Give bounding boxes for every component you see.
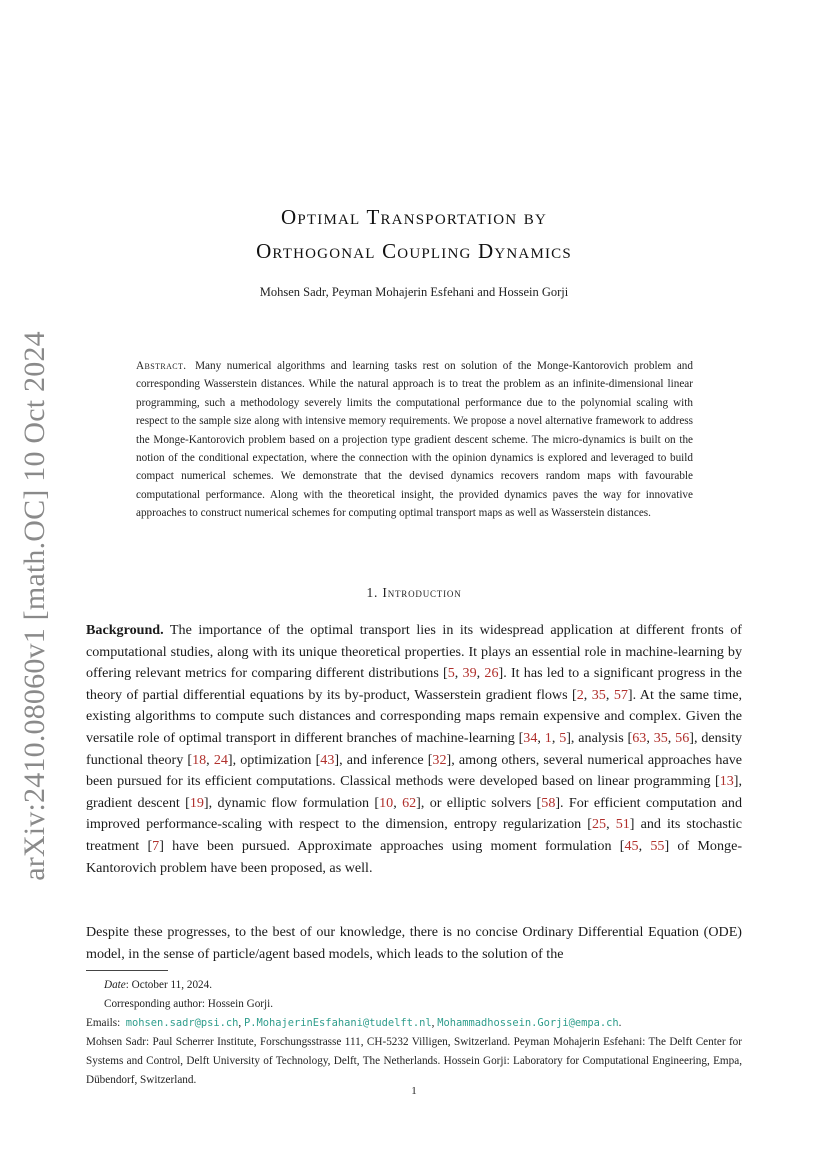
citation-link[interactable]: 58 xyxy=(541,794,556,811)
citation-link[interactable]: 45 xyxy=(624,837,639,854)
citation-link[interactable]: 5 xyxy=(559,729,567,746)
paper-title xyxy=(0,200,828,268)
citation-link[interactable]: 26 xyxy=(484,665,499,682)
citation-link[interactable]: 57 xyxy=(613,686,628,703)
background-label: Background. xyxy=(86,622,164,638)
footnotes xyxy=(86,976,742,1090)
citation-link[interactable]: 2 xyxy=(576,686,584,703)
citation-link[interactable]: 35 xyxy=(591,686,606,703)
abstract-text: Many numerical algorithms and learning tasks rest on solution of the Monge-Kantorovich problem and corresponding Wasserstein distances. While the natural approach is to treat the problem as an infinite-dimensional linear programming, such a methodology severely limits the computational performance due to the polynomial scaling with respect to the sample size along with intensive memory requirements. We propose a novel alternative framework to address the Monge-Kantorovich problem based on a projection type gradient descent scheme. The micro-dynamics is built on the notion of the conditional expectation, where the connection with the opinion dynamics is explored and leveraged to build compact numerical schemes. We demonstrate that the devised dynamics recovers random maps with favourable computational performance. Along with the theoretical insight, the provided dynamics paves the way for innovative approaches to construct numerical schemes for computing optimal transport maps as well as Wasserstein distances. xyxy=(136,360,693,520)
citation-link[interactable]: 56 xyxy=(675,729,690,746)
section-heading-introduction: 1. Introduction xyxy=(366,585,462,600)
arxiv-id: arXiv:2410.08060v1 [math.OC] 10 Oct 2024 xyxy=(18,331,52,881)
paragraph-2: Despite these progresses, to the best of our knowledge, there is no concise Ordinary Differential Equation (ODE) model, in the sense of particle/agent based models, which leads to the solution of the xyxy=(86,924,742,962)
emails-label: Emails: xyxy=(86,1017,121,1029)
citation-link[interactable]: 55 xyxy=(650,837,665,854)
citation-link[interactable]: 24 xyxy=(213,751,228,768)
abstract xyxy=(136,357,693,523)
citation-link[interactable]: 35 xyxy=(653,729,668,746)
date-label: Date xyxy=(104,979,126,991)
title-line-2: Orthogonal Coupling Dynamics xyxy=(256,239,572,263)
corresponding-author-note: Corresponding author: Hossein Gorji. xyxy=(104,998,274,1010)
email-link-sadr[interactable]: mohsen.sadr@psi.ch xyxy=(125,1017,239,1029)
arxiv-identifier-stamp xyxy=(4,331,66,881)
citation-link[interactable]: 43 xyxy=(320,751,335,768)
citation-link[interactable]: 63 xyxy=(632,729,647,746)
email-link-mohajerin[interactable]: P.MohajerinEsfahani@tudelft.nl xyxy=(243,1017,432,1029)
background-paragraph xyxy=(86,620,742,879)
citation-link[interactable]: 13 xyxy=(719,773,734,790)
citation-link[interactable]: 34 xyxy=(523,729,538,746)
citation-link[interactable]: 19 xyxy=(189,794,204,811)
date-note xyxy=(86,976,742,995)
citation-link[interactable]: 1 xyxy=(544,729,552,746)
citation-link[interactable]: 10 xyxy=(379,794,394,811)
author-list: Mohsen Sadr, Peyman Mohajerin Esfehani and Hossein Gorji xyxy=(259,285,569,299)
footnote-rule xyxy=(86,970,168,971)
citation-link[interactable]: 5 xyxy=(447,665,455,682)
background-body: The importance of the optimal transport lies in its widespread application at different fronts of computational studies, along with its unique theoretical properties. It plays an essential role in machine-learning by offering relevant metrics for comparing different distributions [5, 39, 26]. It has led to a significant progress in the theory of partial differential equations by its by-product, Wasserstein gradient flows [2, 35, 57]. At the same time, existing algorithms to compute such distances and corresponding maps remain expensive and complex. Given the versatile role of optimal transport in different branches of machine-learning [34, 1, 5], analysis [63, 35, 56], density functional theory [18, 24], optimization [43], and inference [32], among others, several numerical approaches have been pursued for its efficient computations. Classical methods were developed based on linear programming [13], gradient descent [19], dynamic flow formulation [10, 62], or elliptic solvers [58]. For efficient computation and improved performance-scaling with respect to the dimension, entropy regularization [25, 51] and its stochastic treatment [7] have been pursued. Approximate approaches using moment formulation [45, 55] of Monge-Kantorovich problem have been proposed, as well. xyxy=(86,622,743,876)
citation-link[interactable]: 18 xyxy=(192,751,207,768)
emails-note: Emails: mohsen.sadr@psi.ch, P.MohajerinEsfahani@tudelft.nl, Mohammadhossein.Gorji@empa.ch. xyxy=(86,1017,622,1029)
citation-link[interactable]: 39 xyxy=(462,665,477,682)
citation-link[interactable]: 62 xyxy=(402,794,417,811)
citation-link[interactable]: 51 xyxy=(615,816,630,833)
page-number: 1 xyxy=(411,1085,417,1097)
date-value: : October 11, 2024. xyxy=(125,979,213,991)
affiliations-note: Mohsen Sadr: Paul Scherrer Institute, Forschungsstrasse 111, CH-5232 Villigen, Switzerland. Peyman Mohajerin Esfehani: The Delft Center for Systems and Control, Delft University of Technology, Delft, The Netherlands. Hossein Gorji: Laboratory for Computational Engineering, Empa, Dübendorf, Switzerland. xyxy=(86,1036,742,1086)
title-line-1: Optimal Transportation by xyxy=(280,205,548,229)
citation-link[interactable]: 25 xyxy=(592,816,607,833)
citation-link[interactable]: 7 xyxy=(152,837,160,854)
citation-link[interactable]: 32 xyxy=(432,751,447,768)
abstract-label: Abstract. xyxy=(136,360,187,372)
email-link-gorji[interactable]: Mohammadhossein.Gorji@empa.ch xyxy=(437,1017,619,1029)
